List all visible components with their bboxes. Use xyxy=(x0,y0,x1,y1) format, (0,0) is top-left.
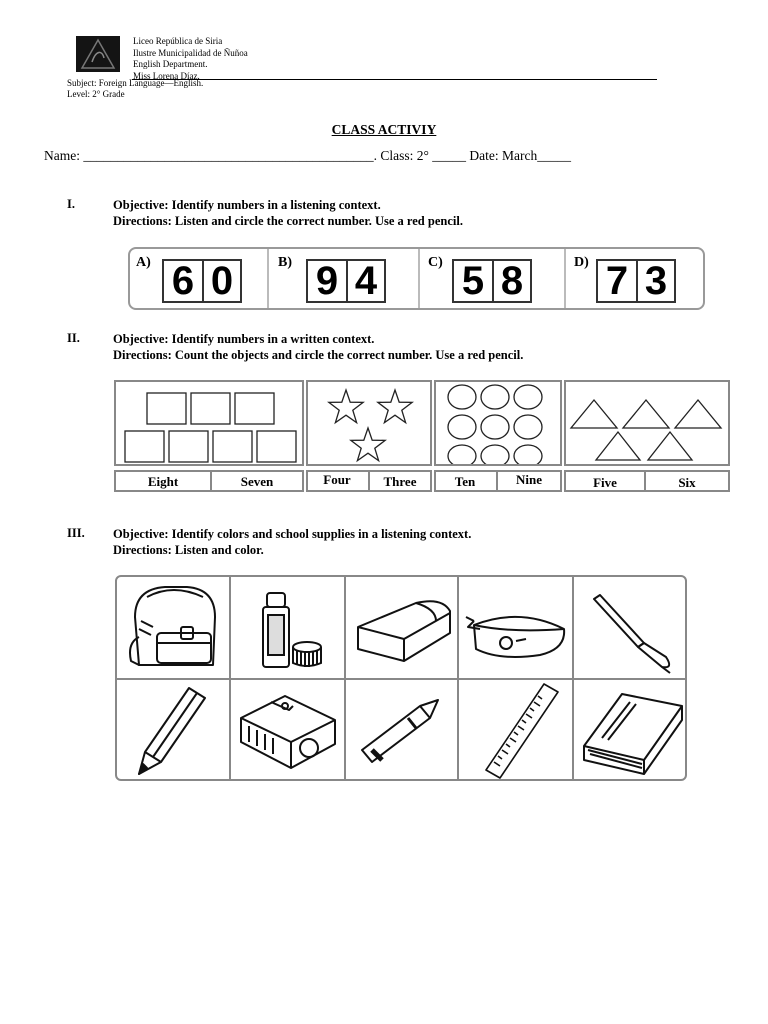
circle-shape xyxy=(448,445,476,464)
number-box xyxy=(306,259,386,303)
section-3-objective: Objective: Identify colors and school supplies in a listening context. xyxy=(113,527,472,541)
count-box-stars xyxy=(306,380,432,466)
header-divider xyxy=(132,79,657,80)
pencil-cell[interactable] xyxy=(117,680,231,781)
digit: 6 xyxy=(171,259,195,303)
circle-shape xyxy=(514,415,542,439)
word-options-row xyxy=(434,470,562,492)
section-2-objective: Objective: Identify numbers in a written context. xyxy=(113,332,375,346)
divider xyxy=(418,249,420,308)
section-2-number: II. xyxy=(67,331,80,345)
school-name: Liceo República de Siria xyxy=(133,36,223,46)
section-3-directions: Directions: Listen and color. xyxy=(113,543,264,557)
number-box xyxy=(162,259,242,303)
square-shape xyxy=(169,431,208,462)
star-shape xyxy=(351,428,385,461)
subject: Subject: Foreign Language—English. xyxy=(67,78,204,88)
course-meta xyxy=(67,78,203,100)
word-option[interactable]: Four xyxy=(323,472,351,487)
count-box-triangles xyxy=(564,380,730,466)
word-option[interactable]: Ten xyxy=(454,474,476,489)
digit: 3 xyxy=(636,261,674,301)
backpack-cell[interactable] xyxy=(117,577,231,678)
word-options-row xyxy=(114,470,304,492)
digit: 9 xyxy=(315,259,339,303)
department: English Department. xyxy=(133,59,208,69)
number-option-d[interactable] xyxy=(568,249,703,308)
pencil-case-icon xyxy=(460,577,574,678)
word-options-row xyxy=(564,470,730,492)
student-info-line: Name: ___________________________________________. Class: 2° _____ Date: March_____ xyxy=(44,148,571,163)
crayon-icon xyxy=(346,680,460,781)
school-supplies-grid xyxy=(115,575,687,781)
triangle-shape xyxy=(648,432,692,460)
number-box xyxy=(452,259,532,303)
level: Level: 2° Grade xyxy=(67,89,125,99)
municipality: Ilustre Municipalidad de Ñuñoa xyxy=(133,47,248,58)
word-option[interactable]: Nine xyxy=(516,472,542,487)
sharpener-icon xyxy=(231,680,345,781)
word-option[interactable]: Six xyxy=(678,475,696,490)
word-option[interactable]: Five xyxy=(593,475,617,490)
square-shape xyxy=(213,431,252,462)
section-3-text xyxy=(113,526,471,558)
star-shape xyxy=(329,390,363,423)
circle-shape xyxy=(481,415,509,439)
word-option[interactable]: Eight xyxy=(147,474,179,489)
section-1-directions: Directions: Listen and circle the correct number. Use a red pencil. xyxy=(113,214,463,228)
count-box-squares xyxy=(114,380,304,466)
glue-icon xyxy=(231,577,345,678)
glue-cell[interactable] xyxy=(231,577,345,678)
eraser-icon xyxy=(346,577,460,678)
triangles-group xyxy=(566,382,728,464)
circle-shape xyxy=(514,385,542,409)
book-icon xyxy=(574,680,688,781)
section-1-text xyxy=(113,197,463,229)
teacher-name: Miss Lorena Díaz. xyxy=(133,70,200,81)
digit: 7 xyxy=(605,259,629,303)
square-shape xyxy=(147,393,186,424)
number-box xyxy=(596,259,676,303)
sharpener-cell[interactable] xyxy=(231,680,345,781)
circle-shape xyxy=(514,445,542,464)
triangle-shape xyxy=(596,432,640,460)
square-shape xyxy=(257,431,296,462)
triangle-shape xyxy=(571,400,617,428)
circle-shape xyxy=(481,445,509,464)
squares-group xyxy=(116,382,302,464)
pencil-case-cell[interactable] xyxy=(460,577,574,678)
word-options-row xyxy=(306,470,432,492)
section-2-directions: Directions: Count the objects and circle the correct number. Use a red pencil. xyxy=(113,348,524,362)
stars-group xyxy=(308,382,430,464)
book-cell[interactable] xyxy=(574,680,688,781)
square-shape xyxy=(191,393,230,424)
number-option-a[interactable] xyxy=(130,249,269,308)
square-shape xyxy=(235,393,274,424)
pencil-icon xyxy=(117,680,231,781)
page-title: CLASS ACTIVIY xyxy=(331,122,437,137)
section-3-number: III. xyxy=(67,526,85,540)
option-label: D) xyxy=(574,255,589,270)
section-1-objective: Objective: Identify numbers in a listening context. xyxy=(113,198,381,212)
eraser-cell[interactable] xyxy=(346,577,460,678)
number-options-strip xyxy=(128,247,705,310)
pen-cell[interactable] xyxy=(574,577,688,678)
digit: 5 xyxy=(461,259,485,303)
digit: 0 xyxy=(202,261,240,301)
digit: 8 xyxy=(492,261,530,301)
backpack-icon xyxy=(117,577,231,678)
ruler-icon xyxy=(460,680,574,781)
triangle-shape xyxy=(623,400,669,428)
option-label: A) xyxy=(136,255,151,270)
option-label: C) xyxy=(428,255,443,270)
word-option[interactable]: Seven xyxy=(240,474,274,489)
option-label: B) xyxy=(278,255,292,270)
number-option-c[interactable] xyxy=(422,249,564,308)
ruler-cell[interactable] xyxy=(460,680,574,781)
divider xyxy=(564,249,566,308)
divider xyxy=(267,249,269,308)
circle-shape xyxy=(448,385,476,409)
circle-shape xyxy=(481,385,509,409)
school-logo xyxy=(76,36,120,72)
number-option-b[interactable] xyxy=(272,249,418,308)
count-box-circles xyxy=(434,380,562,466)
section-2-text xyxy=(113,331,523,363)
triangle-shape xyxy=(675,400,721,428)
school-info xyxy=(133,36,248,82)
star-shape xyxy=(378,390,412,423)
circle-shape xyxy=(448,415,476,439)
crayon-cell[interactable] xyxy=(346,680,460,781)
section-1-number: I. xyxy=(67,197,75,211)
word-option[interactable]: Three xyxy=(383,474,417,489)
square-shape xyxy=(125,431,164,462)
circles-group xyxy=(436,382,560,464)
pen-icon xyxy=(574,577,688,678)
digit: 4 xyxy=(346,261,384,301)
